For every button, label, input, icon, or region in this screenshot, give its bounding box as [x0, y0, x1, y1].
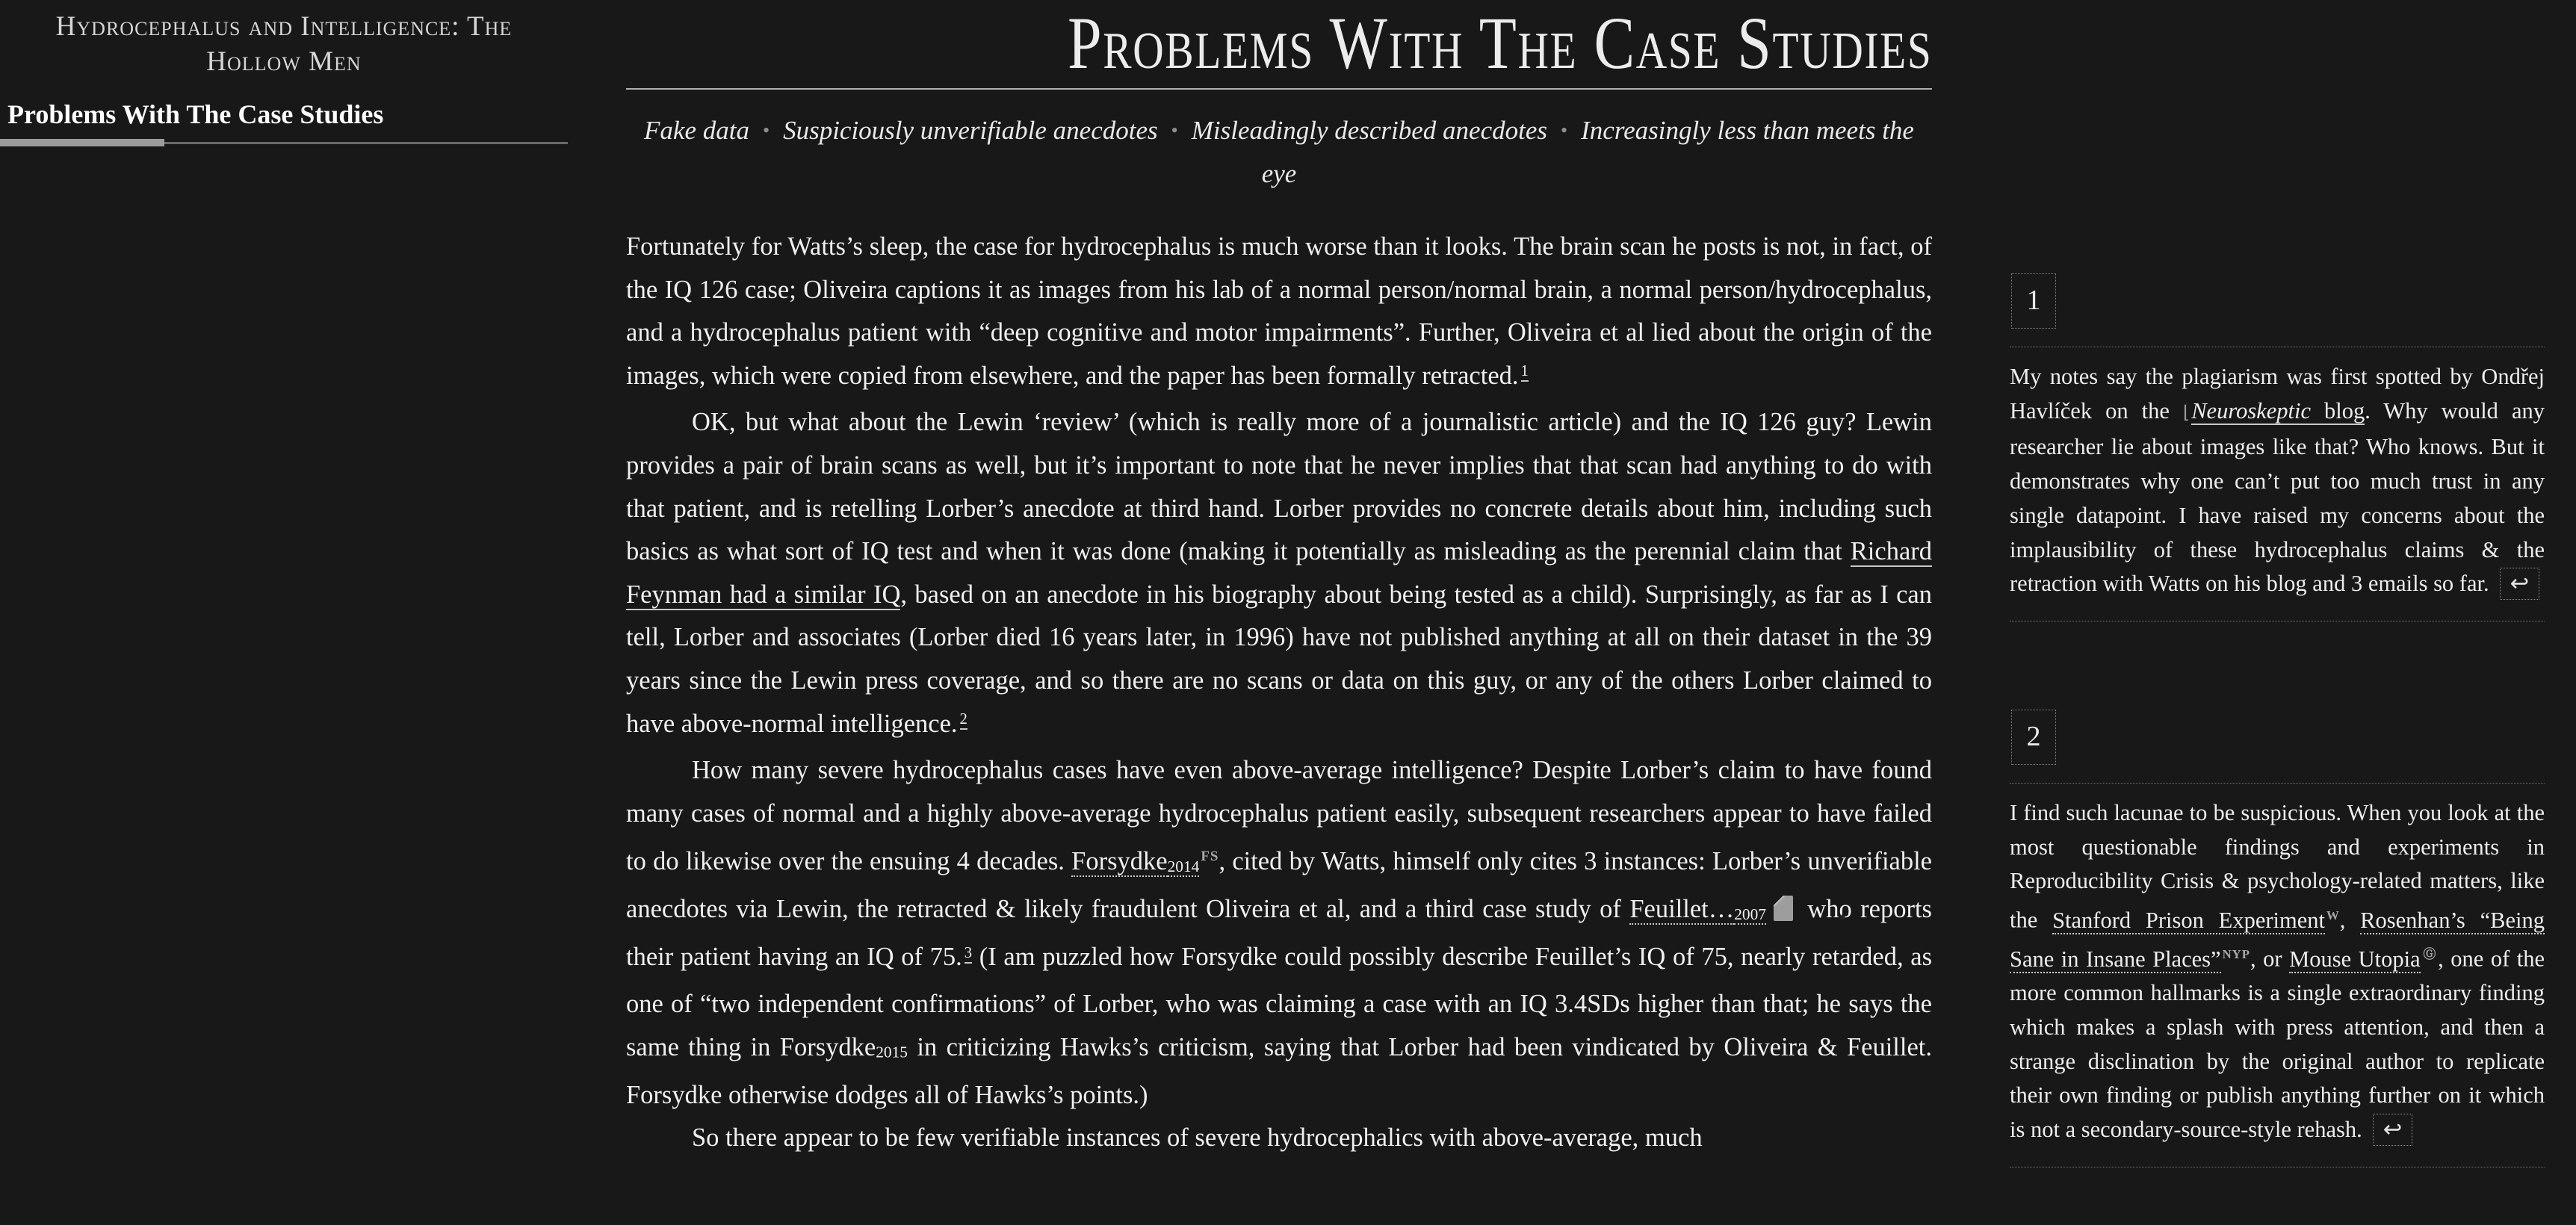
left-sidebar	[0, 0, 568, 1225]
text-run: Increasingly less than meets the eye	[1261, 116, 1914, 188]
backlink-icon[interactable]: ↩	[2500, 568, 2540, 600]
text-run: Fake data	[644, 116, 749, 145]
annotated-link[interactable]: Forsydke	[1071, 847, 1168, 876]
annotated-link[interactable]: Mouse Utopia	[2289, 946, 2421, 972]
sidenote-text	[2010, 347, 2545, 621]
text-run: How many severe hydrocephalus cases have even above-average intelligence? Despite Lorber’s claim to have found many cases of normal and a highly above-average hydrocephalus patient easily, subsequent researchers appear to have failed to do likewise over the ensuing 4 decades.	[626, 756, 1932, 876]
anchor-link-icon: ⌊	[2182, 403, 2190, 423]
section-heading: Problems With The Case Studies	[1067, 1, 1932, 84]
link-type-superscript: FS	[1201, 849, 1219, 865]
text-run: So there appear to be few verifiable instances of severe hydrocephalics with above-average, much	[692, 1123, 1703, 1153]
text-run: My notes say the plagiarism was first spotted by Ondřej Havlíček on the	[2010, 364, 2545, 424]
text-run: Suspiciously unverifiable anecdotes	[783, 116, 1158, 145]
text-run: (I am puzzled how Forsydke could possibly describe Feuillet’s IQ of 75, nearly retarded, as one of “two independent confirmations” of Lorber, who was claiming a case with an IQ 3.4SDs higher than that; he says the same thing in Forsydke	[626, 943, 1932, 1061]
text-run: Fortunately for Watts’s sleep, the case for hydrocephalus is much worse than it looks. The brain scan he posts is not, in fact, of the IQ 126 case; Oliveira captions it as images from his lab of a normal person/normal brain, a normal person/hydrocephalus, and a hydrocephalus patient with “deep cognitive and motor impairments”. Further, Oliveira et al lied about the origin of the images, which were copied from elsewhere, and the paper has been formally retracted.	[626, 232, 1932, 390]
sidenote-text	[2010, 783, 2545, 1167]
text-link[interactable]: blog	[2311, 397, 2365, 424]
pdf-icon	[1774, 896, 1793, 921]
toc-current-section[interactable]: Problems With The Case Studies	[7, 99, 384, 129]
annotated-link-year[interactable]: 2007	[1734, 905, 1766, 923]
heading-rule	[626, 88, 1932, 90]
sidenote-number[interactable]: 1	[2011, 273, 2056, 329]
footnote-ref[interactable]: 1	[1521, 363, 1529, 382]
text-run: , one of the more common hallmarks is a single extraordinary finding which makes a splash with press attention, and then a strange disclination by the original author to replicate their own finding or publish anything further on it which is not a secondary-source-style rehash.	[2010, 946, 2545, 1143]
text-run: , based on an anecdote in his biography about being tested as a child). Surprisingly, as far as I can tell, Lorber and associates (Lorber died 16 years later, in 1996) have not published anything at all on their dataset in the 39 years since the Lewin press coverage, and so there are no scans or data on this guy, or any of the others Lorber claimed to have above-normal intelligence.	[626, 580, 1932, 738]
text-run: who reports their patient having an IQ of 75.	[626, 895, 1932, 972]
text-link[interactable]: Richard Feynman had a similar IQ	[626, 537, 1932, 609]
progress-done-segment	[0, 139, 164, 146]
link-type-superscript: Ⓖ	[2421, 947, 2439, 962]
paragraph	[626, 749, 1932, 1117]
sidenote-number[interactable]: 2	[2011, 710, 2056, 765]
text-run: Misleadingly described anecdotes	[1191, 116, 1548, 145]
text-run: . Why would any researcher lie about images like that? Who knows. But it demonstrates why one can’t put too much trust in any single datapoint. I have raised my concerns about the implausibility of these hydrocephalus claims & the retraction with Watts on his blog and 3 emails so far.	[2010, 397, 2545, 597]
subscript-year: 2015	[876, 1043, 908, 1061]
paragraph	[626, 1117, 1932, 1160]
footnote-ref[interactable]: 2	[960, 711, 967, 730]
link-type-superscript: W	[2326, 908, 2340, 923]
paragraph	[626, 401, 1932, 749]
annotated-link-year[interactable]: 2014	[1167, 857, 1200, 875]
main-column	[626, 0, 1932, 1160]
bullet-separator: •	[1561, 120, 1568, 141]
page-title-link[interactable]: Hydrocephalus and Intelligence: The Hollow Men	[55, 11, 513, 77]
text-run: in criticizing Hawks’s criticism, saying that Lorber had been vindicated by Oliveira & Feuillet. Forsydke otherwise dodges all of Hawks’s points.)	[626, 1032, 1933, 1109]
footnote-ref[interactable]: 3	[965, 945, 972, 964]
paragraph	[626, 226, 1932, 401]
sidenote	[2010, 273, 2545, 621]
annotated-link[interactable]: Rosenhan’s “Being Sane in Insane Places”	[2010, 907, 2545, 972]
bullet-separator: •	[762, 120, 770, 141]
bullet-separator: •	[1171, 120, 1178, 141]
link-type-superscript: NYP	[2222, 947, 2251, 962]
text-run: ,	[2339, 907, 2361, 933]
body-text	[626, 226, 1932, 1160]
annotated-link[interactable]: Stanford Prison Experiment	[2052, 907, 2325, 933]
text-run: I find such lacunae to be suspicious. When you look at the most questionable findings and experiments in Reproducibility Crisis & psychology-related matters, like the	[2010, 800, 2545, 933]
annotated-link[interactable]: Feuillet…	[1629, 895, 1735, 924]
section-abstract	[626, 109, 1932, 196]
progress-rest-segment	[164, 142, 568, 144]
text-run: OK, but what about the Lewin ‘review’ (which is really more of a journalistic article) and the IQ 126 guy? Lewin provides a pair of brain scans as well, but it’s important to note that he never implies that that scan had anything to do with that patient, and is retelling Lorber’s anecdote at third hand. Lorber provides no concrete details about him, including such basics as what sort of IQ test and when it was done (making it potentially as misleading as the perennial claim that	[626, 408, 1932, 566]
text-run: , or	[2250, 946, 2290, 972]
backlink-icon[interactable]: ↩	[2373, 1114, 2413, 1146]
reading-progress-bar	[0, 139, 568, 148]
text-run: , cited by Watts, himself only cites 3 instances: Lorber’s unverifiable anecdotes via Lewin, the retracted & likely fraudulent Oliveira et al, and a third case study of	[626, 847, 1932, 924]
sidenote	[2010, 710, 2545, 1167]
text-link[interactable]: Neuroskeptic	[2191, 397, 2312, 424]
